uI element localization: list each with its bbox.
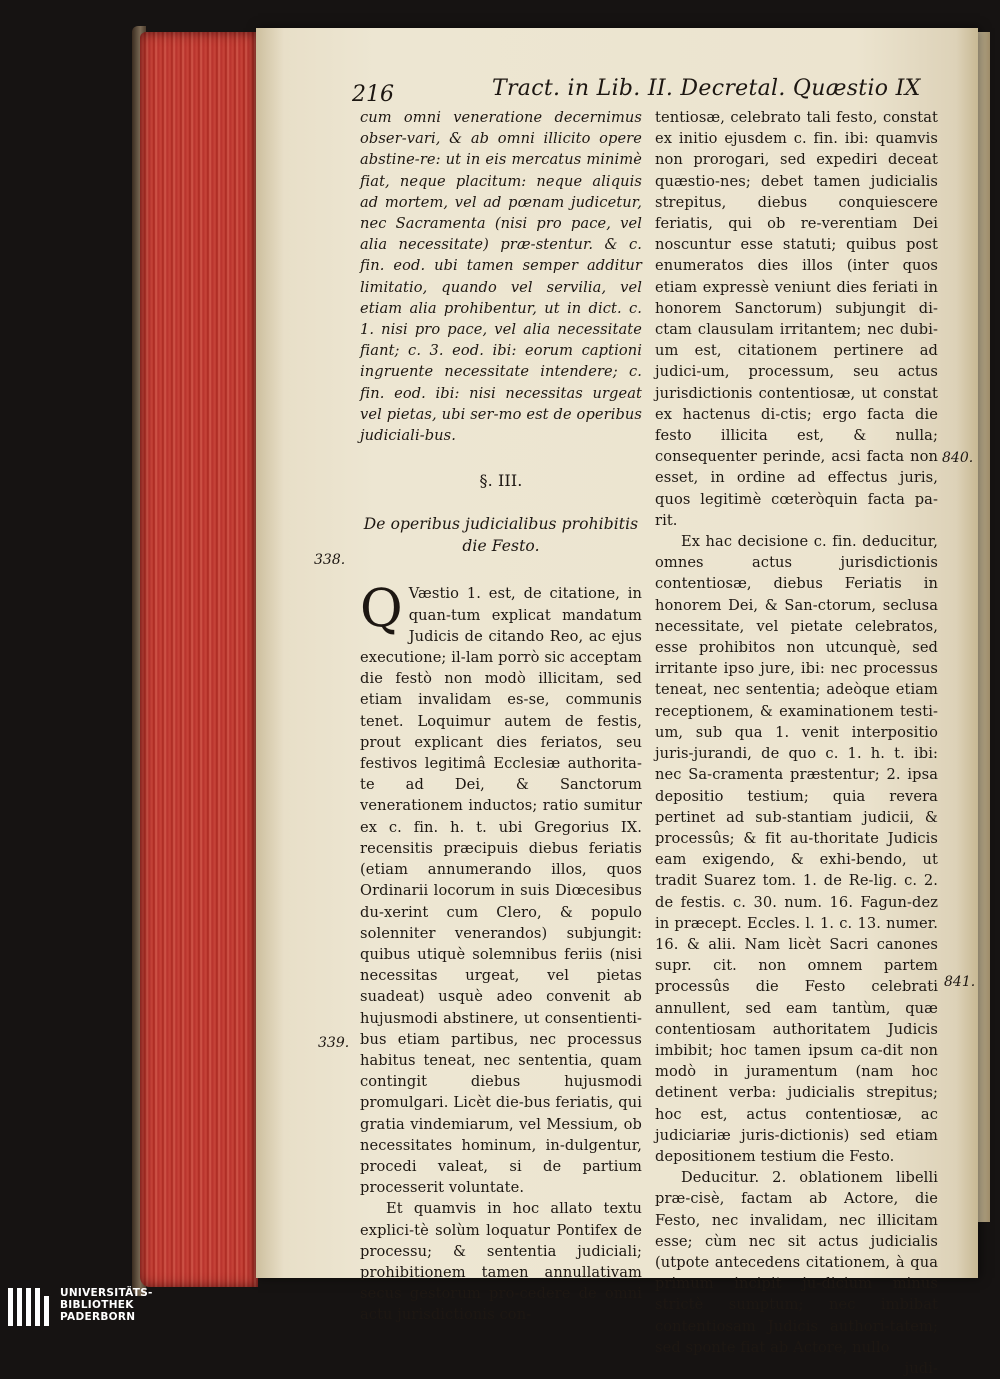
paragraph-338 [360,579,642,1198]
catchword: judi- [904,1359,938,1377]
section-title: De operibus judicialibus prohibitis die Festo. [363,515,639,556]
logo-line-3: PADERBORN [60,1311,136,1323]
page-number: 216 [352,82,394,107]
paragraph-339: Et quamvis in hoc allato textu explici-tè solùm loquatur Pontifex de processu; & sententia judiciali; prohibitionem tamen annullativam secus gestorum pro-cedere de omni actu jurisdictionis con- [360,1200,642,1324]
section-mark: §. III. [479,471,523,491]
running-title: Tract. in Lib. II. Decretal. Quæstio IX [492,76,921,101]
margin-number-840: 840. [942,450,974,466]
right-column [655,107,938,1379]
drop-cap: Q [360,579,403,640]
library-logo-text [60,1287,153,1323]
library-logo-icon [8,1288,52,1328]
red-page-edges [140,32,258,1287]
paragraph-841: Deducitur. 2. oblationem libelli præ-cisè, factam ab Actore, die Festo, nec invalidam, nec illicitam esse; cùm nec sit actus judicialis (utpote antecedens citationem, à qua primum incipit ju-dicium minus strictè sumptum; nec imbibat contentiosam Judicis authori-tatem; sed sponte fiat ab Actore, nullo [655,1169,938,1356]
margin-number-841: 841. [944,974,976,990]
right-continuation-text: tentiosæ, celebrato tali festo, constat ex initio ejusdem c. fin. ibi: quamvis non prorogari, sed expediri deceat quæstio-nes; debet tamen judicialis strepitus, diebus conquiescere feriatis, qui ob re-verentiam Dei noscuntur esse statuti; quibus post enumeratos dies illos (inter quos etiam expressè veniunt dies feriati in honorem Sanctorum) subjungit di-ctam clausulam irritantem; nec dubi-um est, citationem pertinere ad judici-um, processum, seu actus jurisdictionis contentiosæ, ut constat ex hactenus di-ctis; ergo facta die festo illicita est, & nulla; consequenter perinde, acsi facta non esset, in ordine ad effectus juris, quos legitimè cœteròquin facta pa-rit. [655,109,938,529]
logo-line-1: UNIVERSITÄTS- [60,1287,153,1299]
paragraph-840: Ex hac decisione c. fin. deducitur, omnes actus jurisdictionis contentiosæ, diebus Feriatis in honorem Dei, & San-ctorum, seclusa necessitate, vel pietate celebratos, esse prohibitos non utcunquè, sed irritante ipso jure, ibi: nec processus teneat, nec sententia; adeòque etiam receptionem, & examinationem testi-um, sub qua 1. venit interpositio juris-jurandi, de quo c. 1. h. t. ibi: nec Sa-cramenta præstentur; 2. ipsa depositio testium; quia revera pertinet ad sub-stantiam judicii, & processûs; & fit au-thoritate Judicis eam exigendo, & exhi-bendo, ut tradit Suarez tom. 1. de Re-lig. c. 2. de festis. c. 30. num. 16. Fagun-dez in præcept. Eccles. l. 1. c. 13. numer. 16. & alii. Nam licèt Sacri canones supr. cit. non omnem partem processûs die Festo celebrati annullent, sed eam tantùm, quæ contentiosam authoritatem Judicis imbibit; hoc tamen ipsum ca-dit non modò in juramentum (nam hoc detinent verba: judicialis strepitus; hoc est, actus contentiosæ, ac judiciariæ juris-dictionis) sed etiam depositionem testium die Festo. [655,533,938,1165]
logo-line-2: BIBLIOTHEK [60,1299,134,1311]
margin-number-338: 338. [314,552,346,568]
library-logo [8,1286,168,1331]
left-opening-text: cum omni veneratione decernimus obser-vari, & ab omni illicito opere abstine-re: ut in eis mercatus minimè fiat, neque placitum: neque aliquis ad mortem, vel ad pœnam judicetur, nec Sacramenta (nisi pro pace, vel alia necessitate) præ-stentur. & c. fin. eod. ubi tamen semper additur limitatio, quando vel servilia, vel etiam alia prohibentur, ut in dict. c. 1. nisi pro pace, vel alia necessitate fiant; c. 3. eod. ibi: eorum captioni ingruente necessitate intendere; c. fin. eod. ibi: nisi necessitas urgeat vel pietas, ubi ser-mo est de operibus judiciali-bus. [360,109,642,445]
margin-number-339: 339. [318,1035,350,1051]
paragraph-338-text: Væstio 1. est, de citatione, in quan-tum explicat mandatum Judicis de citando Reo, ac ejus executione; il-lam porrò sic acceptam die festò non modò illicitam, sed etiam invalidam es-se, communis tenet. Loquimur autem de festis, prout explicant dies feriatos, seu festivos legitimâ Ecclesiæ authorita-te ad Dei, & Sanctorum venerationem inductos; ratio sumitur ex c. fin. h. t. ubi Gregorius IX. recensitis præcipuis diebus feriatis (etiam annumerando illos, quos Ordinarii locorum in suis Diœcesibus du-xerint cum Clero, & populo solenniter venerandos) subjungit: quibus utiquè solemnibus feriis (nisi necessitas urgeat, vel pietas suadeat) usquè adeo convenit ab hujusmodi abstinere, ut consentienti-bus etiam partibus, nec processus habitus teneat, nec sententia, quam contingit diebus hujusmodi promulgari. Licèt die-bus feriatis, qui gratia vindemiarum, vel Messium, ob necessitates hominum, in-dulgentur, procedi valeat, si de partium processerit voluntate. [360,585,642,1197]
left-column [360,107,642,1326]
